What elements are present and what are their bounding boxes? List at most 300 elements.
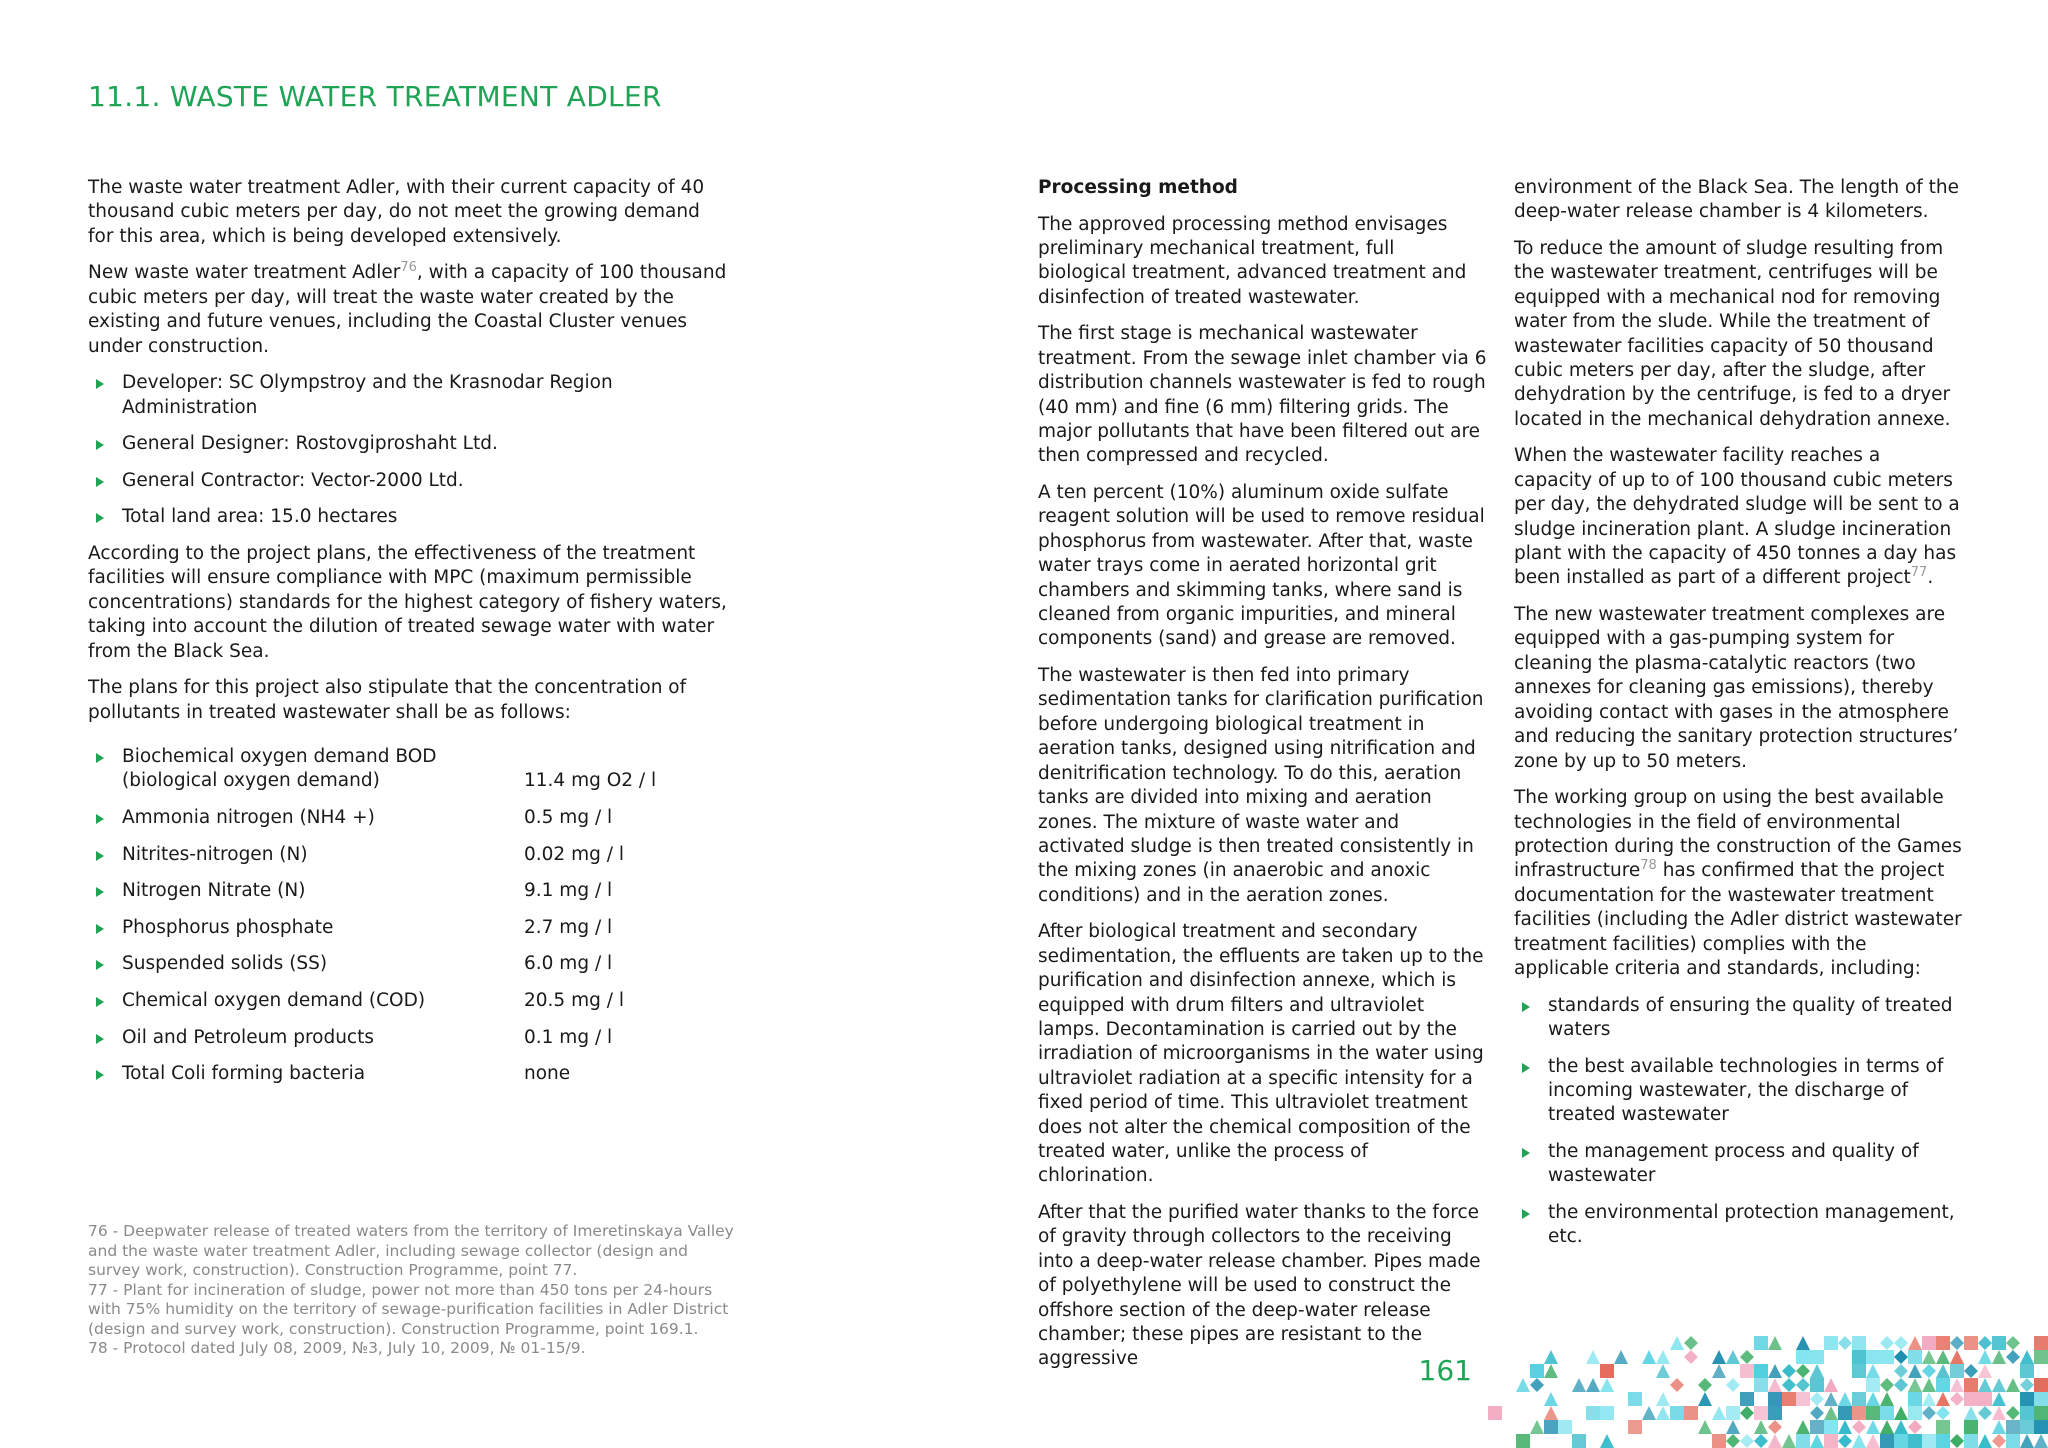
pollutant-value: 2.7 mg / l — [524, 916, 613, 938]
mosaic-tile — [2006, 1406, 2020, 1420]
mosaic-tile — [1768, 1420, 1782, 1434]
mosaic-tile — [1656, 1350, 1670, 1364]
mosaic-tile — [1922, 1364, 1936, 1378]
mosaic-tile — [1740, 1406, 1754, 1420]
mosaic-tile — [1936, 1420, 1950, 1434]
mosaic-tile — [1628, 1420, 1642, 1434]
mosaic-tile — [1768, 1350, 1782, 1364]
mosaic-tile — [1950, 1406, 1964, 1420]
pollutant-name: Chemical oxygen demand (COD) — [122, 990, 426, 1011]
mosaic-tile — [1782, 1420, 1796, 1434]
mosaic-tile — [1880, 1336, 1894, 1350]
left-column — [88, 176, 728, 1099]
list-item: Total land area: 15.0 hectares — [88, 505, 728, 529]
mosaic-tile — [1950, 1350, 1964, 1364]
mosaic-tile — [1796, 1364, 1810, 1378]
mosaic-tile — [1852, 1434, 1866, 1448]
mosaic-tile — [2006, 1378, 2020, 1392]
paragraph: After biological treatment and secondary sedimentation, the effluents are taken up to the purification and disinfection annexe, which is equipped with drum filters and ultraviolet lamps. Decontamination is carried out by the irradiation of microorganisms in the water using ultraviolet radiation at a specific intensity for a fixed period of time. This ultraviolet treatment does not alter the chemical composition of the treated water, unlike the process of chlorination. — [1038, 921, 1484, 1187]
footnotes — [88, 1222, 738, 1359]
mosaic-tile — [2020, 1406, 2034, 1420]
mosaic-tile — [1922, 1420, 1936, 1434]
mosaic-tile — [1838, 1364, 1852, 1378]
mosaic-tile — [1866, 1406, 1880, 1420]
bullet-triangle-icon — [96, 440, 104, 450]
mosaic-tile — [1866, 1350, 1880, 1364]
mosaic-tile — [1642, 1406, 1656, 1420]
mosaic-tile — [1544, 1392, 1558, 1406]
mosaic-tile — [1614, 1350, 1628, 1364]
mosaic-tile — [1992, 1420, 2006, 1434]
mosaic-tile — [1978, 1378, 1992, 1392]
mosaic-tile — [2020, 1350, 2034, 1364]
footnote-ref[interactable]: 76 — [400, 260, 417, 276]
mosaic-tile — [1810, 1392, 1824, 1406]
footnote: 78 - Protocol dated July 08, 2009, №3, July 10, 2009, № 01-15/9. — [88, 1339, 586, 1357]
mosaic-tile — [1768, 1434, 1782, 1448]
mosaic-tile — [1978, 1350, 1992, 1364]
mosaic-tile — [1516, 1378, 1530, 1392]
mosaic-tile — [1698, 1392, 1712, 1406]
mosaic-tile — [1586, 1406, 1600, 1420]
list-item: General Contractor: Vector-2000 Ltd. — [88, 469, 728, 493]
mosaic-tile — [2020, 1364, 2034, 1378]
mosaic-tile — [1712, 1336, 1726, 1350]
mosaic-tile — [1908, 1350, 1922, 1364]
paragraph: To reduce the amount of sludge resulting from the wastewater treatment, centrifuges will be equipped with a mechanical nod for removing water from the slude. While the treatment of wastewater facilities capacity of 50 thousand cubic meters per day, after the sludge, after dehydration by the centrifuge, is fed to a dryer located in the mechanical dehydration annexe. — [1514, 238, 1951, 430]
mosaic-tile — [1698, 1406, 1712, 1420]
mosaic-tile — [1880, 1392, 1894, 1406]
footnote: 76 - Deepwater release of treated waters from the territory of Imeretinskaya Valley and the waste water treatment Adler, including sewage collector (design and survey work, construction). Construction Programme, point 77. — [88, 1222, 734, 1279]
pollutant-value: 0.1 mg / l — [524, 1026, 613, 1048]
mosaic-tile — [1838, 1406, 1852, 1420]
footnote: 77 - Plant for incineration of sludge, power not more than 450 tons per 24-hours with 75% humidity on the territory of sewage-purification facilities in Adler District (design and survey work, construction). Construction Programme, point 169.1. — [88, 1280, 729, 1338]
mosaic-tile — [1782, 1392, 1796, 1406]
mosaic-tile — [1754, 1378, 1768, 1392]
mosaic-tile — [1964, 1392, 1978, 1406]
mosaic-tile — [1978, 1406, 1992, 1420]
mosaic-tile — [1880, 1364, 1894, 1378]
paragraph: environment of the Black Sea. The length of the deep-water release chamber is 4 kilometers. — [1514, 177, 1960, 223]
mosaic-tile — [1600, 1364, 1614, 1378]
bullet-triangle-icon — [96, 997, 104, 1007]
mosaic-tile — [1950, 1392, 1964, 1406]
mosaic-tile — [1810, 1378, 1824, 1392]
mosaic-tile — [1558, 1420, 1572, 1434]
mosaic-tile — [1992, 1392, 2006, 1406]
bullet-triangle-icon — [1522, 1002, 1530, 1012]
bullet-triangle-icon — [96, 851, 104, 861]
pollutant-row — [88, 879, 728, 903]
mosaic-tile — [1950, 1336, 1964, 1350]
pollutant-value: 9.1 mg / l — [524, 880, 613, 902]
bullet-triangle-icon — [96, 960, 104, 970]
mosaic-tile — [1810, 1350, 1824, 1364]
mosaic-tile — [1964, 1350, 1978, 1364]
mosaic-tile — [1992, 1434, 2006, 1448]
bullet-triangle-icon — [1522, 1209, 1530, 1219]
mosaic-tile — [1838, 1434, 1852, 1448]
mosaic-tile — [1978, 1420, 1992, 1434]
mosaic-tile — [1908, 1336, 1922, 1350]
mosaic-tile — [1656, 1392, 1670, 1406]
mosaic-tile — [1754, 1406, 1768, 1420]
pollutant-row — [88, 989, 728, 1013]
mosaic-tile — [1992, 1406, 2006, 1420]
list-item: Developer: SC Olympstroy and the Krasnodar Region Administration — [88, 371, 728, 420]
mosaic-tile — [1936, 1336, 1950, 1350]
mosaic-tile — [1978, 1336, 1992, 1350]
mosaic-tile — [1530, 1364, 1544, 1378]
mosaic-tile — [1908, 1434, 1922, 1448]
pollutant-value: 0.02 mg / l — [524, 843, 624, 865]
paragraph: The approved processing method envisages preliminary mechanical treatment, full biological treatment, advanced treatment and disinfection of treated wastewater. — [1038, 213, 1467, 308]
mosaic-tile — [1782, 1364, 1796, 1378]
mosaic-tile — [2034, 1364, 2048, 1378]
mosaic-tile — [2034, 1378, 2048, 1392]
mosaic-tile — [1852, 1364, 1866, 1378]
mosaic-tile — [1698, 1350, 1712, 1364]
mosaic-tile — [1726, 1420, 1740, 1434]
mosaic-tile — [1922, 1350, 1936, 1364]
bullet-triangle-icon — [96, 814, 104, 824]
mosaic-tile — [1544, 1406, 1558, 1420]
mosaic-tile — [2006, 1420, 2020, 1434]
mosaic-tile — [1866, 1364, 1880, 1378]
mosaic-tile — [1992, 1336, 2006, 1350]
pollutant-name: Ammonia nitrogen (NH4 +) — [122, 807, 375, 829]
paragraph: The wastewater is then fed into primary sedimentation tanks for clarification purification before undergoing biological treatment in aeration tanks, designed using nitrification and denitrification technology. To do this, aeration tanks are divided into mixing and aeration zones. The mixture of waste water and activated sludge is then treated consistently in the mixing zones (in anaerobic and anoxic conditions) and in the aeration zones. — [1038, 665, 1484, 906]
mosaic-tile — [1600, 1406, 1614, 1420]
mosaic-tile — [1810, 1420, 1824, 1434]
mosaic-tile — [1796, 1350, 1810, 1364]
mosaic-tile — [1922, 1378, 1936, 1392]
mosaic-tile — [1684, 1350, 1698, 1364]
mosaic-tile — [1488, 1406, 1502, 1420]
mosaic-tile — [1838, 1392, 1852, 1406]
mosaic-tile — [1852, 1392, 1866, 1406]
bullet-triangle-icon — [96, 924, 104, 934]
mosaic-tile — [1810, 1434, 1824, 1448]
mosaic-tile — [2034, 1420, 2048, 1434]
mosaic-tile — [1628, 1392, 1642, 1406]
mosaic-tile — [1642, 1350, 1656, 1364]
mosaic-tile — [1950, 1420, 1964, 1434]
mosaic-tile — [1852, 1420, 1866, 1434]
decorative-pattern-icon — [1488, 1336, 2048, 1448]
mosaic-tile — [1824, 1378, 1838, 1392]
mosaic-tile — [1866, 1392, 1880, 1406]
new-plant-paragraph: New waste water treatment Adler$^{76}$, with a capacity of 100 thousand cubic meters per day, will treat the waste water created by the existing and future venues, including the Coastal Cluster venues under construction. — [88, 260, 727, 357]
pollutant-row — [88, 916, 728, 940]
right-column — [1514, 176, 1964, 1262]
mosaic-tile — [1908, 1378, 1922, 1392]
mosaic-tile — [1768, 1336, 1782, 1350]
mosaic-tile — [1908, 1406, 1922, 1420]
mosaic-tile — [1796, 1336, 1810, 1350]
mosaic-tile — [1992, 1378, 2006, 1392]
mosaic-tile — [1838, 1378, 1852, 1392]
mosaic-tile — [2034, 1392, 2048, 1406]
mosaic-tile — [1698, 1336, 1712, 1350]
mosaic-tile — [2034, 1434, 2048, 1448]
pollutant-row — [88, 952, 728, 976]
mosaic-tile — [1796, 1420, 1810, 1434]
mosaic-tile — [1544, 1420, 1558, 1434]
mosaic-tile — [1880, 1420, 1894, 1434]
mosaic-tile — [1544, 1350, 1558, 1364]
mosaic-tile — [1964, 1336, 1978, 1350]
pollutant-value: 0.5 mg / l — [524, 807, 613, 829]
mosaic-tile — [1964, 1378, 1978, 1392]
mosaic-tile — [1740, 1420, 1754, 1434]
mosaic-tile — [1950, 1378, 1964, 1392]
mosaic-tile — [1810, 1336, 1824, 1350]
mosaic-tile — [1796, 1434, 1810, 1448]
bullet-triangle-icon — [96, 753, 104, 763]
mosaic-tile — [2020, 1392, 2034, 1406]
pollutant-row — [88, 806, 728, 830]
mosaic-tile — [1754, 1336, 1768, 1350]
list-item: the best available technologies in terms of incoming wastewater, the discharge of treated wastewater — [1514, 1055, 1964, 1128]
mosaic-tile — [2034, 1406, 2048, 1420]
mosaic-tile — [2034, 1336, 2048, 1350]
mosaic-tile — [1656, 1364, 1670, 1378]
bullet-triangle-icon — [96, 1070, 104, 1080]
mosaic-tile — [1698, 1378, 1712, 1392]
mosaic-tile — [1922, 1434, 1936, 1448]
mosaic-tile — [2020, 1420, 2034, 1434]
mosaic-tile — [1866, 1420, 1880, 1434]
section-heading: Processing method — [1038, 177, 1238, 198]
mosaic-tile — [1684, 1336, 1698, 1350]
mosaic-tile — [1880, 1350, 1894, 1364]
mosaic-tile — [1894, 1378, 1908, 1392]
pollutant-name: Nitrites-nitrogen (N) — [122, 843, 308, 865]
mosaic-tile — [1894, 1420, 1908, 1434]
mosaic-tile — [1670, 1378, 1684, 1392]
paragraph: The first stage is mechanical wastewater treatment. From the sewage inlet chamber via 6 distribution channels wastewater is fed to rough (40 mm) and fine (6 mm) filtering grids. The major pollutants that have been filtered out are then compressed and recycled. — [1038, 323, 1487, 467]
mosaic-tile — [1866, 1434, 1880, 1448]
mosaic-tile — [1754, 1434, 1768, 1448]
mosaic-tile — [1754, 1364, 1768, 1378]
mosaic-tile — [1824, 1420, 1838, 1434]
mosaic-tile — [1782, 1434, 1796, 1448]
pollutant-name: Oil and Petroleum products — [122, 1026, 374, 1048]
bullet-triangle-icon — [96, 513, 104, 523]
mosaic-tile — [1978, 1364, 1992, 1378]
mosaic-tile — [1978, 1392, 1992, 1406]
pollutant-list — [88, 745, 728, 1087]
mosaic-tile — [1796, 1392, 1810, 1406]
mosaic-tile — [2006, 1336, 2020, 1350]
mosaic-tile — [1894, 1336, 1908, 1350]
mosaic-tile — [1838, 1336, 1852, 1350]
mosaic-tile — [1740, 1434, 1754, 1448]
mosaic-tile — [1936, 1364, 1950, 1378]
mosaic-tile — [1642, 1434, 1656, 1448]
mosaic-tile — [1810, 1364, 1824, 1378]
mosaic-tile — [1894, 1406, 1908, 1420]
mosaic-tile — [1754, 1350, 1768, 1364]
mosaic-tile — [1824, 1392, 1838, 1406]
mosaic-tile — [1656, 1406, 1670, 1420]
mosaic-tile — [1726, 1434, 1740, 1448]
list-item: standards of ensuring the quality of treated waters — [1514, 994, 1964, 1043]
bullet-triangle-icon — [1522, 1063, 1530, 1073]
mosaic-tile — [1586, 1378, 1600, 1392]
pollutant-value: 6.0 mg / l — [524, 953, 613, 975]
mosaic-tile — [1908, 1392, 1922, 1406]
mosaic-tile — [1936, 1378, 1950, 1392]
middle-column — [1038, 176, 1488, 1384]
mosaic-tile — [1922, 1392, 1936, 1406]
mosaic-tile — [1670, 1336, 1684, 1350]
mosaic-tile — [1894, 1392, 1908, 1406]
project-facts-list — [88, 371, 728, 530]
mosaic-tile — [1600, 1378, 1614, 1392]
pollutant-value: none — [524, 1063, 571, 1085]
mosaic-tile — [1810, 1406, 1824, 1420]
mosaic-tile — [2020, 1378, 2034, 1392]
mosaic-tile — [1852, 1378, 1866, 1392]
mosaic-tile — [1586, 1350, 1600, 1364]
bullet-triangle-icon — [96, 887, 104, 897]
pollutant-name: Biochemical oxygen demand BOD (biological oxygen demand) — [122, 746, 437, 792]
pollutant-name: Total Coli forming bacteria — [122, 1063, 366, 1085]
intro-paragraph: The waste water treatment Adler, with their current capacity of 40 thousand cubic meters per day, do not meet the growing demand for this area, which is being developed extensively. — [88, 177, 705, 247]
mosaic-tile — [1600, 1434, 1614, 1448]
mosaic-tile — [1824, 1434, 1838, 1448]
pollutant-name: Suspended solids (SS) — [122, 953, 328, 975]
list-item: the management process and quality of wastewater — [1514, 1140, 1964, 1189]
mosaic-tile — [1516, 1434, 1530, 1448]
footnote-ref[interactable]: 77 — [1910, 565, 1928, 581]
mosaic-tile — [1768, 1406, 1782, 1420]
mosaic-tile — [1866, 1378, 1880, 1392]
mosaic-tile — [1726, 1378, 1740, 1392]
mosaic-tile — [1726, 1350, 1740, 1364]
mosaic-tile — [1992, 1364, 2006, 1378]
list-item: the environmental protection management, etc. — [1514, 1201, 1964, 1250]
mosaic-tile — [1712, 1434, 1726, 1448]
mosaic-tile — [1740, 1350, 1754, 1364]
mosaic-tile — [1726, 1406, 1740, 1420]
mosaic-tile — [1754, 1420, 1768, 1434]
paragraph: When the wastewater facility reaches a capacity of up to of 100 thousand cubic meters per day, the dehydrated sludge will be sent to a sludge incineration plant. A sludge incineration plant with the capacity of 450 tonnes a day has been installed as part of a different project$^{77}$. — [1514, 445, 1960, 589]
mosaic-tile — [1712, 1350, 1726, 1364]
paragraph: After that the purified water thanks to the force of gravity through collectors to the receiving into a deep-water release chamber. Pipes made of polyethylene will be used to construct the offshore section of the deep-water release chamber; these pipes are resistant to the aggressive — [1038, 1201, 1481, 1370]
bullet-triangle-icon — [96, 477, 104, 487]
mosaic-tile — [1852, 1350, 1866, 1364]
mosaic-tile — [1852, 1336, 1866, 1350]
mosaic-tile — [1712, 1364, 1726, 1378]
pollutant-row — [88, 843, 728, 867]
mosaic-tile — [2006, 1434, 2020, 1448]
mosaic-tile — [1824, 1406, 1838, 1420]
mosaic-tile — [1768, 1378, 1782, 1392]
mosaic-tile — [1936, 1350, 1950, 1364]
mosaic-tile — [2006, 1364, 2020, 1378]
list-item: General Designer: Rostovgiproshaht Ltd. — [88, 432, 728, 456]
compliance-paragraph: According to the project plans, the effectiveness of the treatment facilities will ensure compliance with MPC (maximum permissible concentrations) standards for the highest category of fishery waters, taking into account the dilution of treated sewage water with water from the Black Sea. — [88, 543, 727, 662]
mosaic-tile — [1670, 1406, 1684, 1420]
mosaic-tile — [1768, 1392, 1782, 1406]
mosaic-tile — [1824, 1336, 1838, 1350]
mosaic-tile — [2006, 1392, 2020, 1406]
mosaic-tile — [1768, 1364, 1782, 1378]
mosaic-tile — [1530, 1420, 1544, 1434]
mosaic-tile — [1782, 1378, 1796, 1392]
pollutant-value: 20.5 mg / l — [524, 990, 624, 1011]
pollutant-row — [88, 1062, 728, 1086]
pollutant-name: Nitrogen Nitrate (N) — [122, 880, 306, 902]
mosaic-tile — [2034, 1350, 2048, 1364]
mosaic-tile — [1880, 1434, 1894, 1448]
pollutant-row — [88, 1026, 728, 1050]
mosaic-tile — [1978, 1434, 1992, 1448]
page-number: 161 — [1418, 1354, 1472, 1387]
mosaic-tile — [1684, 1406, 1698, 1420]
mosaic-tile — [2006, 1350, 2020, 1364]
mosaic-tile — [1544, 1364, 1558, 1378]
bullet-triangle-icon — [96, 379, 104, 389]
bullet-triangle-icon — [1522, 1148, 1530, 1158]
mosaic-tile — [1880, 1378, 1894, 1392]
mosaic-tile — [1964, 1434, 1978, 1448]
mosaic-tile — [1936, 1434, 1950, 1448]
mosaic-tile — [1852, 1406, 1866, 1420]
mosaic-tile — [1936, 1406, 1950, 1420]
paragraph: The working group on using the best available technologies in the field of environmental protection during the construction of the Games infrastructure$^{78}$ has confirmed that the project documentation for the wastewater treatment facilities (including the Adler district wastewater treatment facilities) complies with the applicable criteria and standards, including: — [1514, 787, 1962, 979]
bullet-triangle-icon — [96, 1034, 104, 1044]
mosaic-tile — [1740, 1392, 1754, 1406]
mosaic-tile — [1796, 1378, 1810, 1392]
pollutant-value: 11.4 mg O2 / l — [524, 770, 657, 792]
mosaic-tile — [1922, 1336, 1936, 1350]
mosaic-tile — [1838, 1420, 1852, 1434]
mosaic-tile — [1894, 1350, 1908, 1364]
pollutant-name: Phosphorus phosphate — [122, 916, 334, 938]
mosaic-tile — [1712, 1406, 1726, 1420]
mosaic-tile — [2020, 1434, 2034, 1448]
mosaic-tile — [1880, 1406, 1894, 1420]
mosaic-tile — [1838, 1350, 1852, 1364]
paragraph: The new wastewater treatment complexes are equipped with a gas-pumping system for cleaning the plasma-catalytic reactors (two annexes for cleaning gas emissions), thereby avoiding contact with gases in the atmosphere and reducing the sanitary protection structures’ zone by up to 50 meters. — [1514, 604, 1959, 772]
mosaic-tile — [1992, 1350, 2006, 1364]
mosaic-tile — [1698, 1420, 1712, 1434]
page-title: 11.1. WASTE WATER TREATMENT ADLER — [88, 80, 662, 113]
mosaic-tile — [1950, 1434, 1964, 1448]
mosaic-tile — [1530, 1378, 1544, 1392]
mosaic-tile — [1572, 1434, 1586, 1448]
mosaic-tile — [1894, 1364, 1908, 1378]
mosaic-tile — [1796, 1406, 1810, 1420]
mosaic-tile — [1964, 1420, 1978, 1434]
mosaic-tile — [1908, 1420, 1922, 1434]
mosaic-tile — [1922, 1406, 1936, 1420]
footnote-ref[interactable]: 78 — [1640, 858, 1657, 874]
mosaic-tile — [1572, 1378, 1586, 1392]
mosaic-tile — [1936, 1392, 1950, 1406]
mosaic-tile — [1894, 1434, 1908, 1448]
paragraph: A ten percent (10%) aluminum oxide sulfate reagent solution will be used to remove residual phosphorus from wastewater. After that, waste water trays come in aerated horizontal grit chambers and skimming tanks, where sand is cleaned from organic impurities, and mineral components (sand) and grease are removed. — [1038, 482, 1485, 650]
mosaic-tile — [1740, 1364, 1754, 1378]
mosaic-tile — [1964, 1406, 1978, 1420]
pollutants-intro-paragraph: The plans for this project also stipulate that the concentration of pollutants in treated wastewater shall be as follows: — [88, 677, 687, 723]
pollutant-row — [88, 745, 728, 794]
criteria-list — [1514, 994, 1964, 1250]
